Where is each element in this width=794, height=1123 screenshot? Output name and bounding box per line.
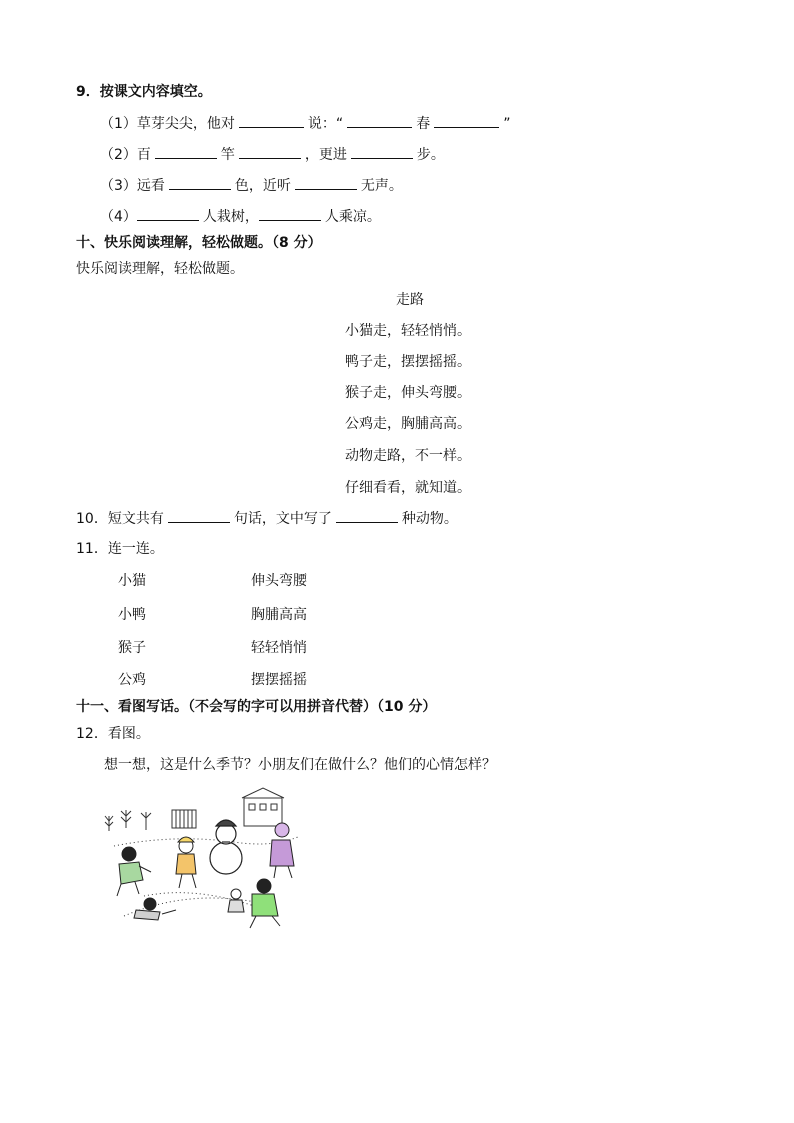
q12-title: 12．看图。 [76,726,150,742]
q11-title: 11．连一连。 [76,541,164,557]
q9-item-1: （1）草芽尖尖，他对 说：“ 春 ” [100,113,510,134]
poem-line: 仔细看看，就知道。 [345,480,471,496]
answer-blank[interactable] [169,175,231,190]
answer-blank[interactable] [259,206,321,221]
answer-blank[interactable] [239,113,304,128]
section-heading: 十一、看图写话。（不会写的字可以用拼音代替）（10 分） [76,699,437,715]
answer-blank[interactable] [137,206,199,221]
match-left-item[interactable]: 小鸭 [118,607,146,623]
answer-blank[interactable] [239,144,301,159]
poem-line: 猴子走，伸头弯腰。 [345,385,471,401]
answer-blank[interactable] [336,508,398,523]
poem-line: 公鸡走，胸脯高高。 [345,416,471,432]
answer-blank[interactable] [155,144,217,159]
match-right-item[interactable]: 胸脯高高 [251,607,307,623]
match-left-item[interactable]: 公鸡 [118,672,146,688]
match-right-item[interactable]: 摆摆摇摇 [251,672,307,688]
answer-blank[interactable] [295,175,357,190]
answer-blank[interactable] [347,113,412,128]
q9-item-4: （4） 人栽树， 人乘凉。 [100,206,381,227]
poem-line: 动物走路，不一样。 [345,448,471,464]
q9-title: 9．按课文内容填空。 [76,84,212,100]
q12-prompt: 想一想，这是什么季节？小朋友们在做什么？他们的心情怎样？ [104,757,496,773]
q10: 10．短文共有 句话，文中写了 种动物。 [76,508,458,529]
poem-line: 鸭子走，摆摆摇摇。 [345,354,471,370]
match-right-item[interactable]: 伸头弯腰 [251,573,307,589]
match-right-item[interactable]: 轻轻悄悄 [251,640,307,656]
q9-item-2: （2）百 竿 ，更进 步。 [100,144,445,165]
answer-blank[interactable] [351,144,413,159]
answer-blank[interactable] [168,508,230,523]
q9-item-3: （3）远看 色，近听 无声。 [100,175,403,196]
match-left-item[interactable]: 小猫 [118,573,146,589]
answer-blank[interactable] [434,113,499,128]
section-intro: 快乐阅读理解，轻松做题。 [76,261,244,277]
match-left-item[interactable]: 猴子 [118,640,146,656]
winter-snow-illustration [104,786,304,936]
poem-line: 小猫走，轻轻悄悄。 [345,323,471,339]
poem-title: 走路 [396,292,424,308]
section-heading: 十、快乐阅读理解，轻松做题。（8 分） [76,235,322,251]
